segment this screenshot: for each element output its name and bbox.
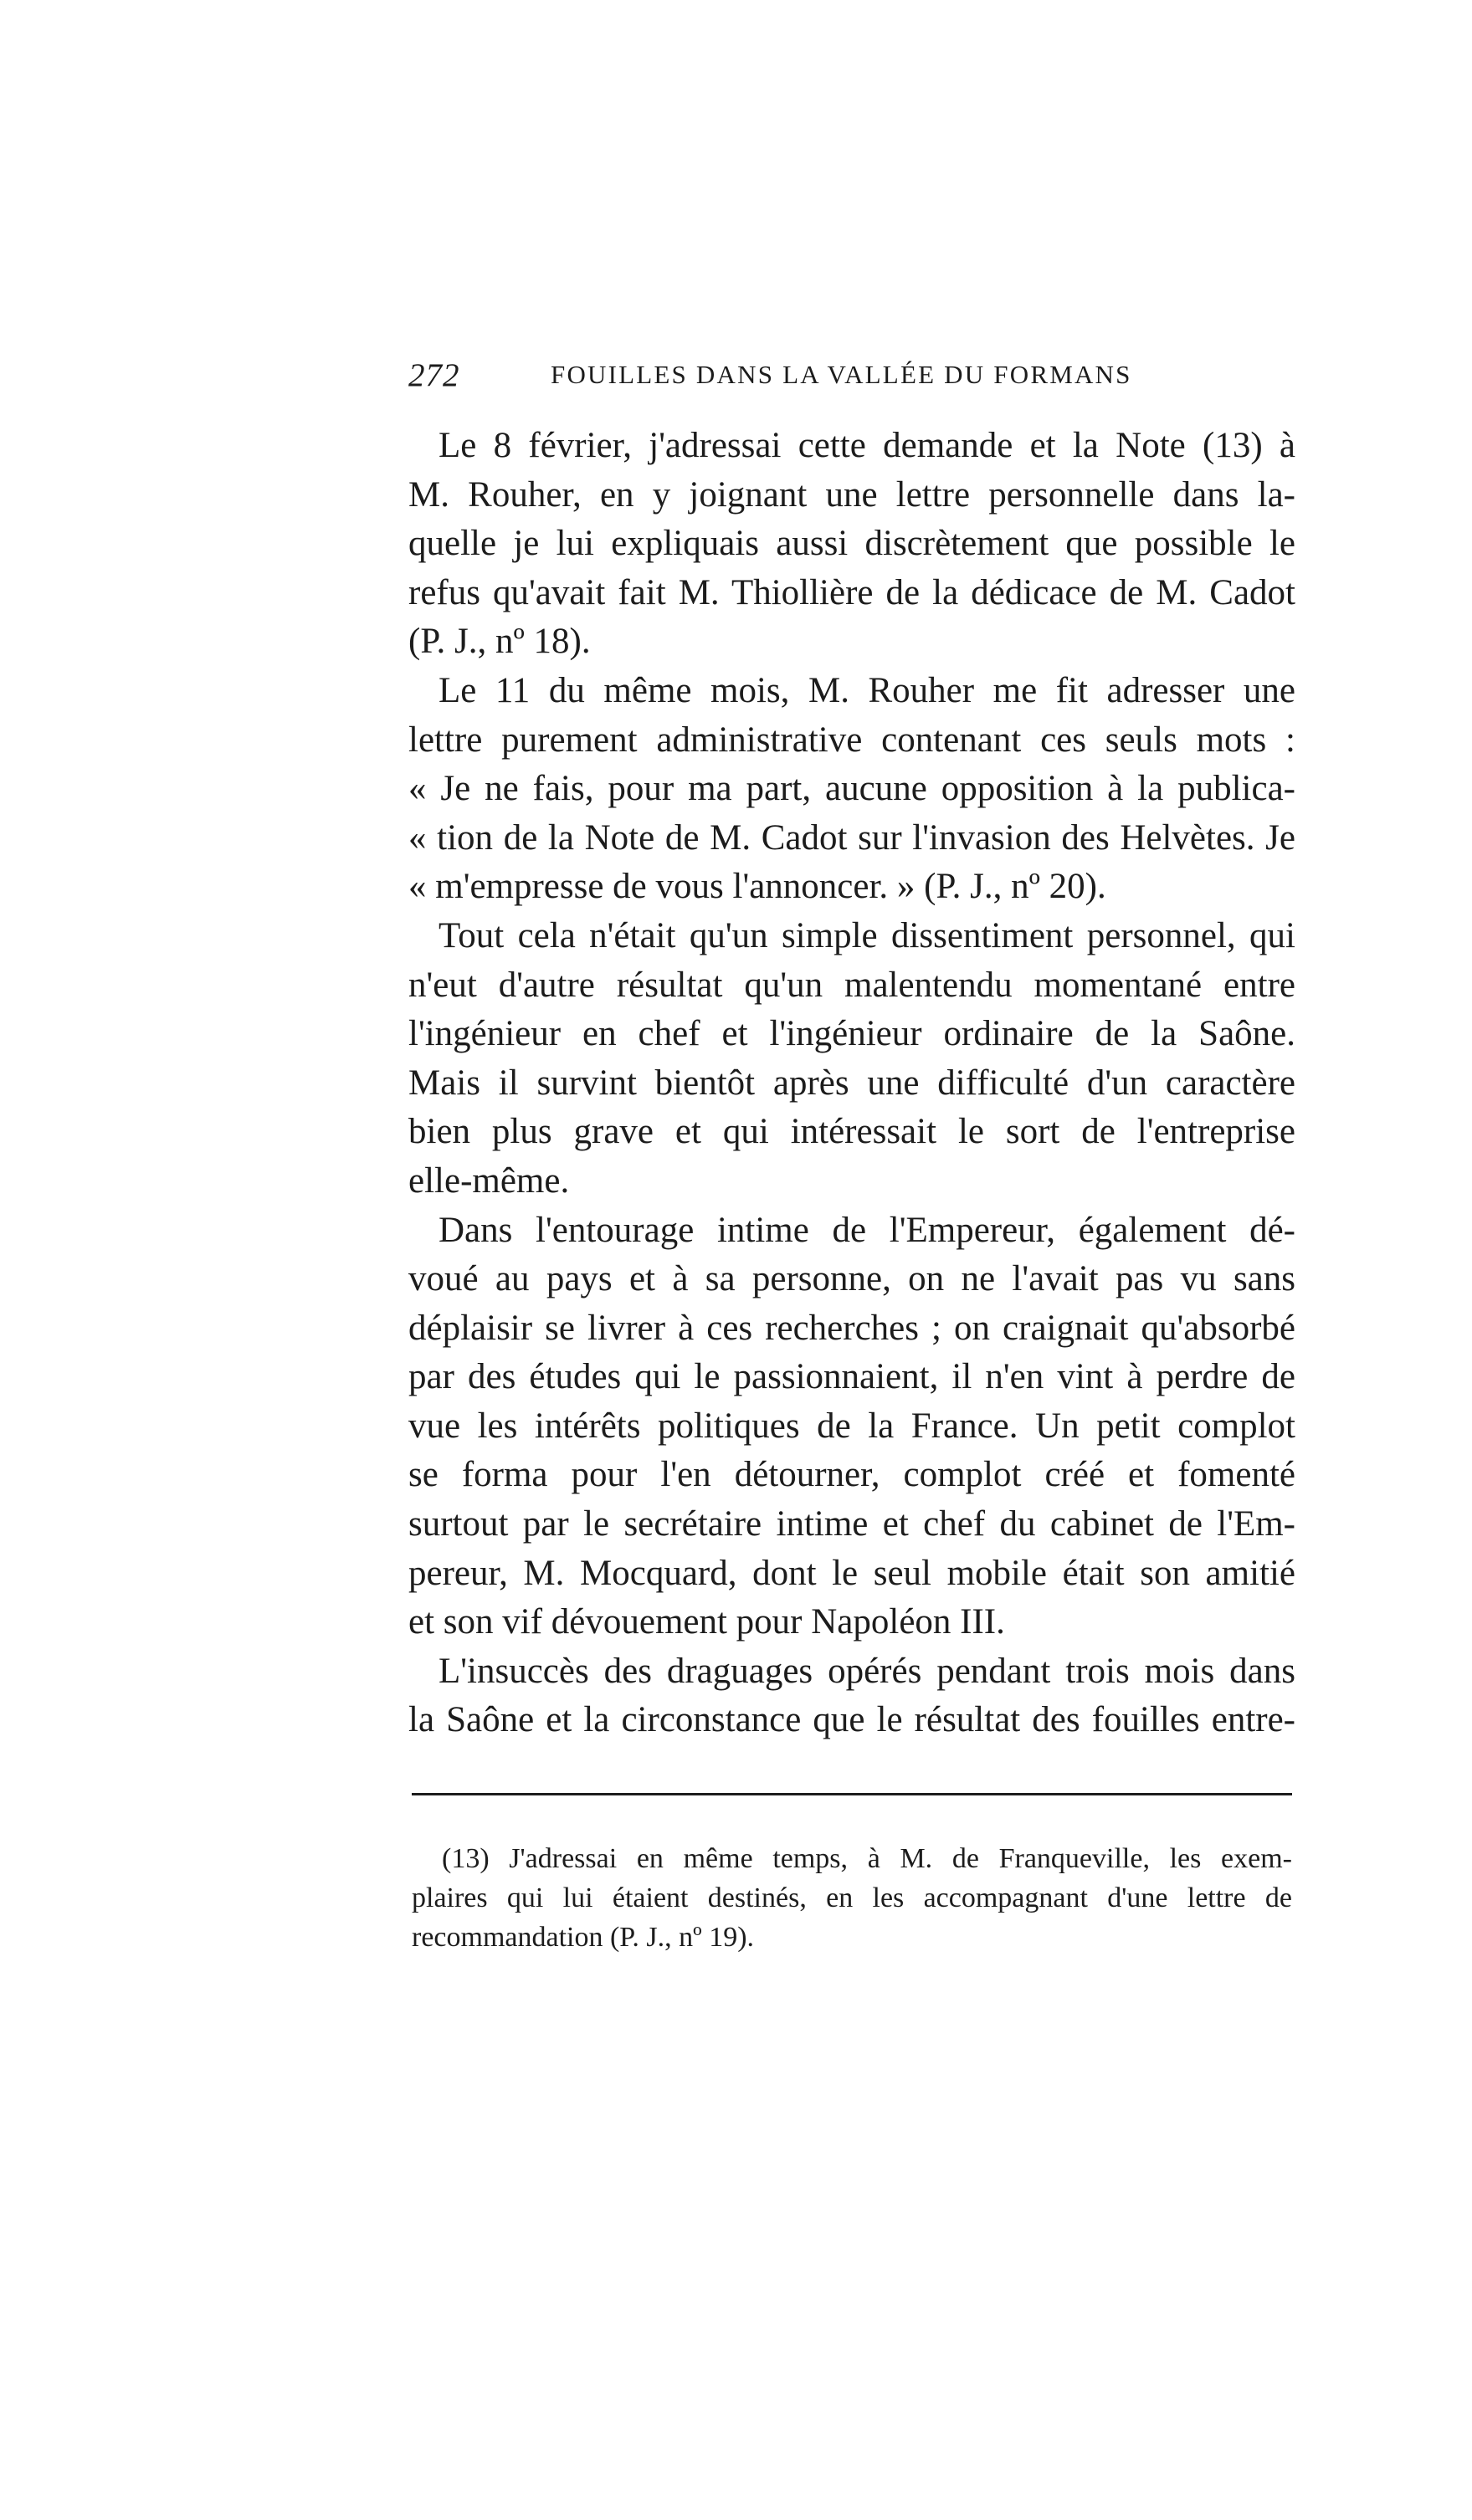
text-line: par des études qui le passionnaient, il n'en vint à perdre de (408, 1357, 1295, 1397)
text-line: et son vif dévouement pour Napoléon III. (408, 1602, 1005, 1642)
text-line: « tion de la Note de M. Cadot sur l'invasion des Helvètes. Je (408, 817, 1295, 858)
text-line: Le 8 février, j'adressai cette demande et la Note (13) à (439, 426, 1295, 465)
text-line: L'insuccès des draguages opérés pendant trois mois dans (439, 1651, 1295, 1691)
footnote-divider (412, 1793, 1292, 1795)
text-line: lettre purement administrative contenant ces seuls mots : (408, 720, 1295, 760)
footnotes (412, 1839, 1292, 1957)
text-line: refus qu'avait fait M. Thiollière de la dédicace de M. Cadot (408, 572, 1295, 612)
text-line: quelle je lui expliquais aussi discrètement que possible le (408, 524, 1295, 564)
paragraph (408, 422, 1295, 667)
text-line: déplaisir se livrer à ces recherches ; on craignait qu'absorbé (408, 1308, 1295, 1348)
text-line: Dans l'entourage intime de l'Empereur, également dé- (439, 1210, 1295, 1250)
footnote-line: recommandation (P. J., nº 19). (412, 1922, 755, 1953)
text-line: vue les intérêts politiques de la France. Un petit complot (408, 1406, 1295, 1446)
text-line: surtout par le secrétaire intime et chef du cabinet de l'Em- (408, 1504, 1295, 1544)
body-text (408, 422, 1295, 1745)
text-line: l'ingénieur en chef et l'ingénieur ordinaire de la Saône. (408, 1014, 1295, 1054)
text-line: la Saône et la circonstance que le résultat des fouilles entre- (408, 1700, 1295, 1740)
text-line: n'eut d'autre résultat qu'un malentendu momentané entre (408, 965, 1295, 1005)
text-line: voué au pays et à sa personne, on ne l'avait pas vu sans (408, 1259, 1295, 1299)
paragraph (408, 1206, 1295, 1647)
text-line: M. Rouher, en y joignant une lettre personnelle dans la- (408, 474, 1295, 515)
text-line: bien plus grave et qui intéressait le sort de l'entreprise (408, 1112, 1295, 1152)
text-line: « Je ne fais, pour ma part, aucune opposition à la publica- (408, 769, 1295, 809)
paragraph (408, 667, 1295, 912)
text-line: se forma pour l'en détourner, complot créé et fomenté (408, 1455, 1295, 1495)
footnote-line: (13) J'adressai en même temps, à M. de Franqueville, les exem- (442, 1843, 1292, 1874)
text-line: Mais il survint bientôt après une difficulté d'un caractère (408, 1063, 1295, 1103)
text-line: pereur, M. Mocquard, dont le seul mobile était son amitié (408, 1553, 1295, 1593)
running-head: FOUILLES DANS LA VALLÉE DU FORMANS (551, 360, 1132, 389)
footnote (412, 1839, 1292, 1957)
text-line: Le 11 du même mois, M. Rouher me fit adresser une (439, 670, 1295, 710)
page-number: 272 (408, 357, 460, 393)
paragraph (408, 1647, 1295, 1745)
text-line: (P. J., nº 18). (408, 622, 591, 662)
paragraph (408, 912, 1295, 1206)
text-line: Tout cela n'était qu'un simple dissentiment personnel, qui (439, 915, 1295, 955)
text-line: « m'empresse de vous l'annoncer. » (P. J., nº 20). (408, 867, 1106, 907)
footnote-line: plaires qui lui étaient destinés, en les accompagnant d'une lettre de (412, 1882, 1292, 1913)
page-header (408, 356, 1295, 400)
text-line: elle-même. (408, 1160, 570, 1201)
